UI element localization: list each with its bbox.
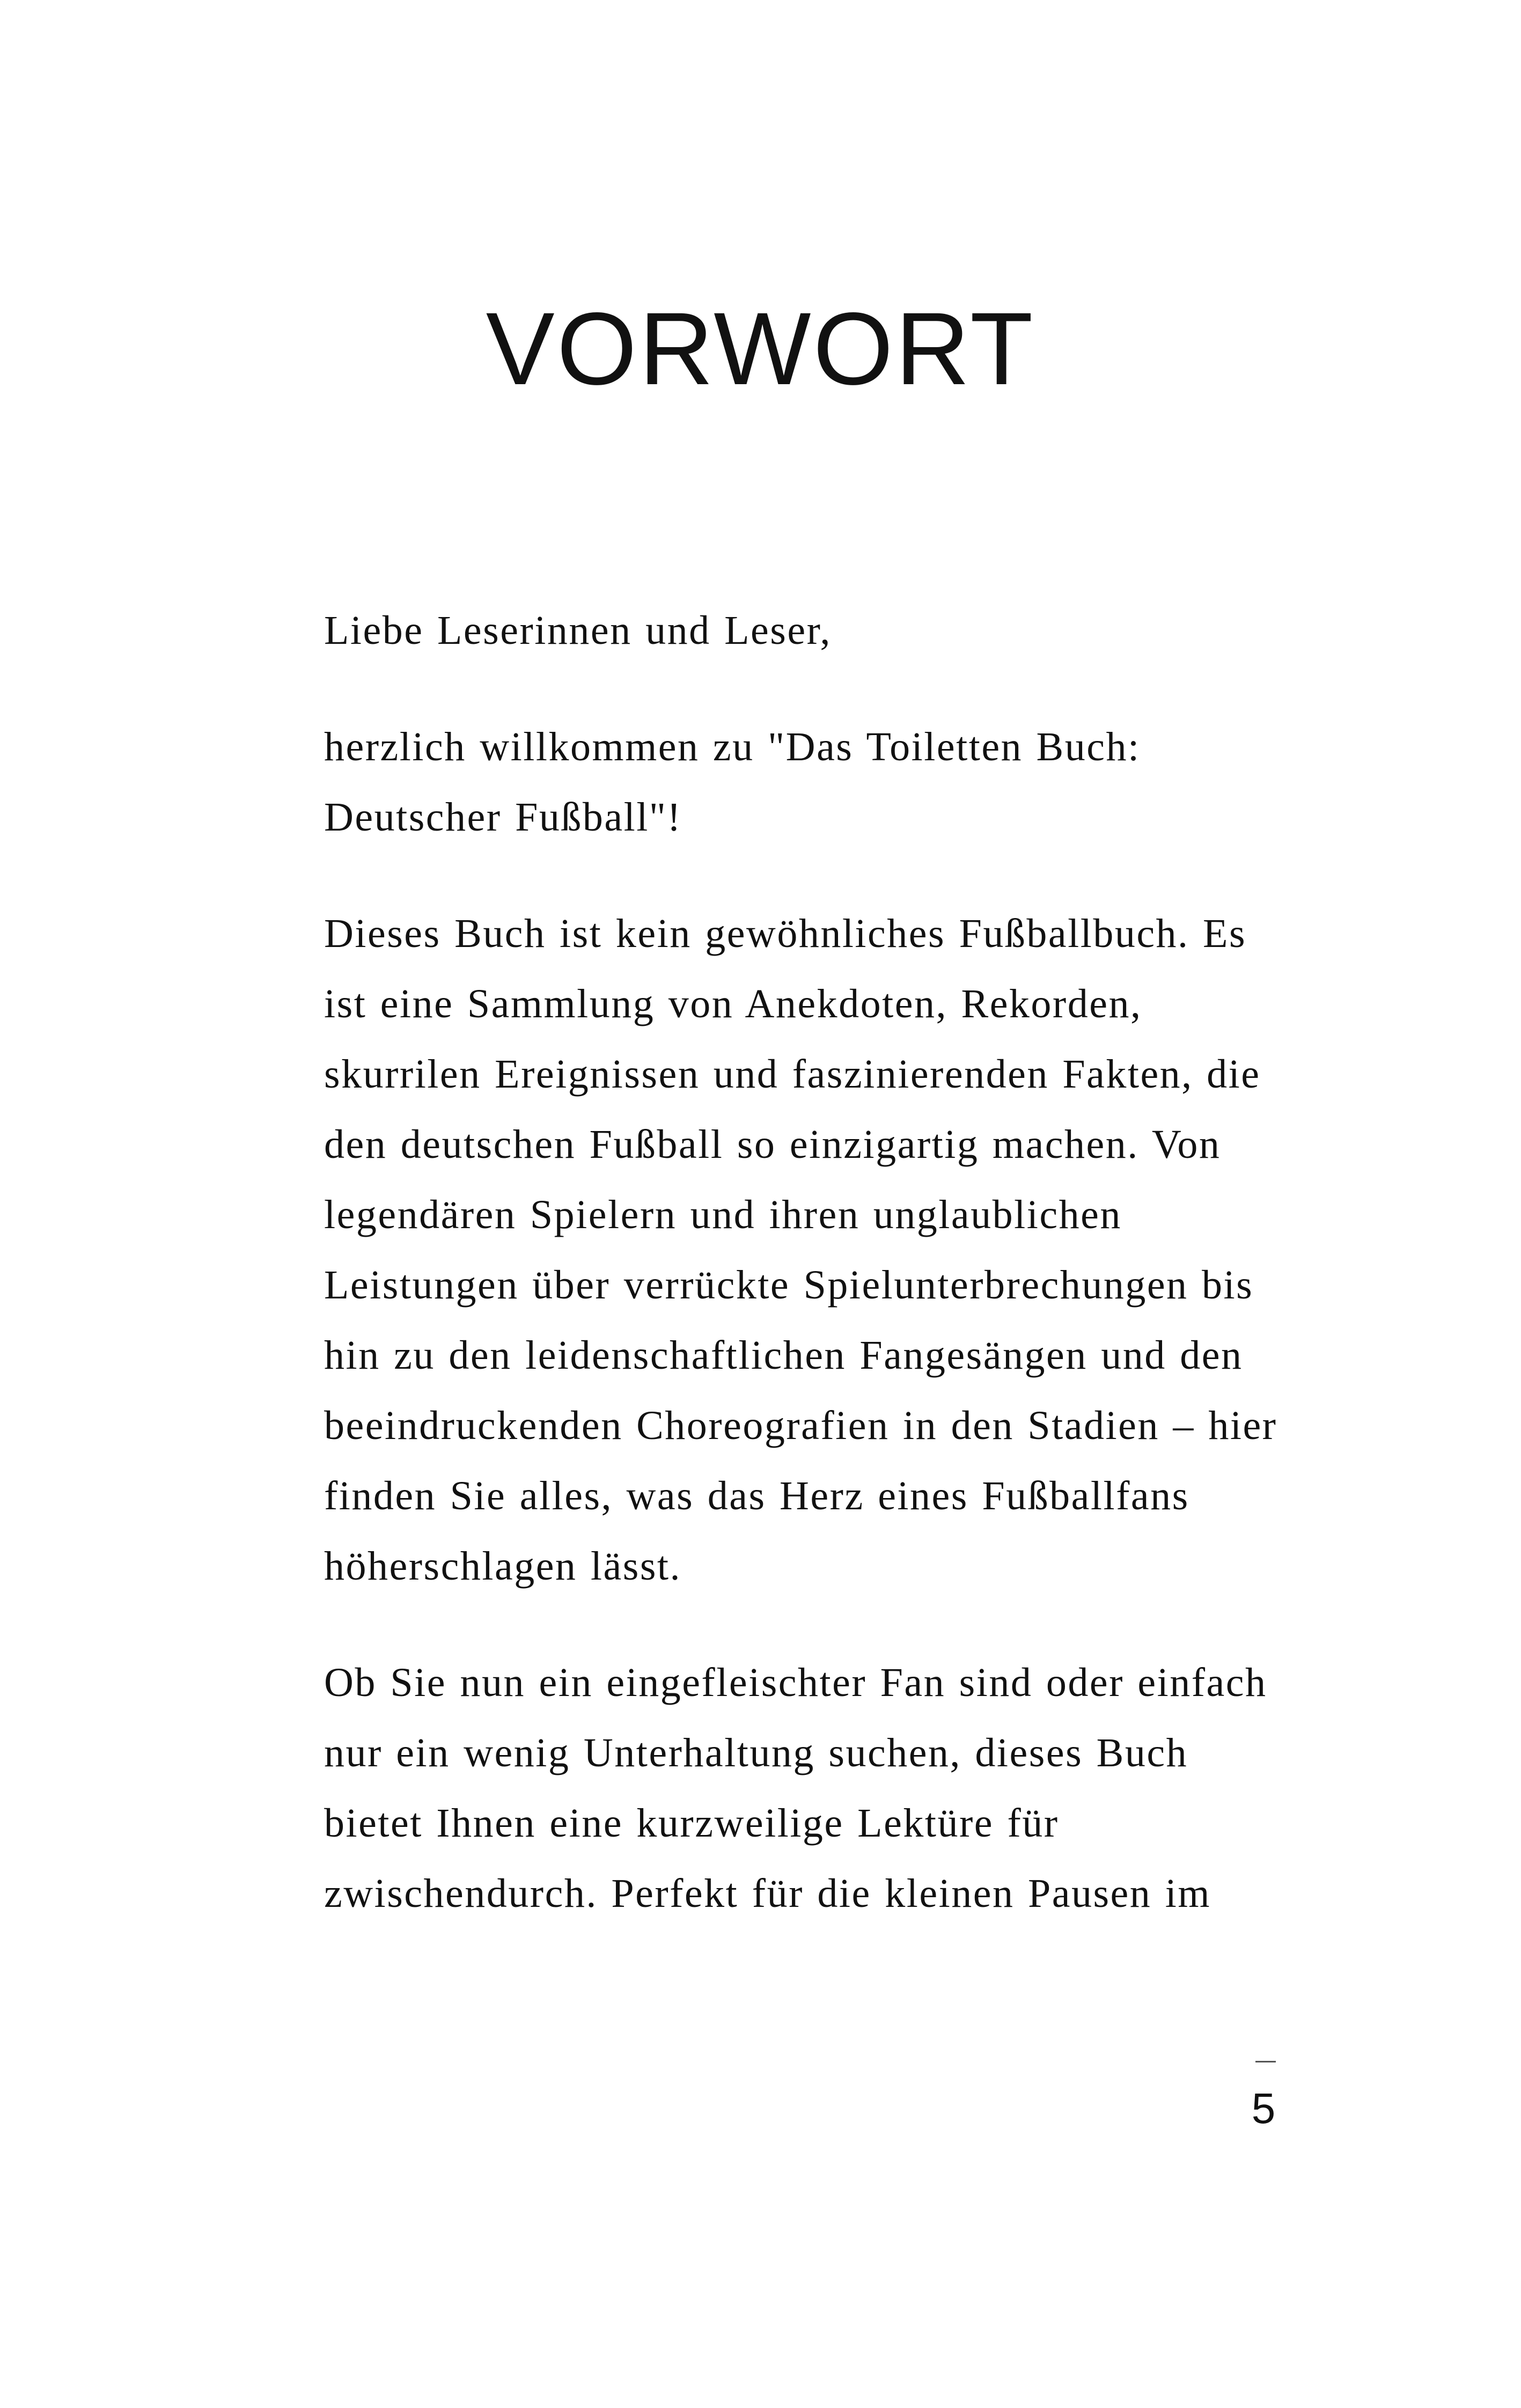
text-line: Deutscher Fußball"! (324, 795, 682, 840)
text-line: bietet Ihnen eine kurzweilige Lektüre für (324, 1801, 1059, 1846)
body-text (324, 596, 1300, 1975)
text-line: höherschlagen lässt. (324, 1544, 682, 1589)
text-line: den deutschen Fußball so einzigartig machen. Von (324, 1122, 1221, 1167)
text-line: ist eine Sammlung von Anekdoten, Rekorden, (324, 981, 1142, 1026)
paragraph-salutation (324, 596, 1300, 666)
paragraph-welcome (324, 712, 1300, 853)
paragraph-description (324, 899, 1300, 1602)
paragraph-audience (324, 1648, 1300, 1929)
text-line: skurrilen Ereignissen und faszinierenden Fakten, die (324, 1052, 1261, 1097)
chapter-title: VORWORT (486, 291, 1035, 406)
text-line: herzlich willkommen zu "Das Toiletten Buch: (324, 724, 1141, 769)
text-line: Ob Sie nun ein eingefleischter Fan sind oder einfach (324, 1660, 1267, 1705)
text-line: Liebe Leserinnen und Leser, (324, 608, 832, 653)
text-line: finden Sie alles, was das Herz eines Fußballfans (324, 1473, 1189, 1518)
text-line: hin zu den leidenschaftlichen Fangesängen und den (324, 1333, 1243, 1378)
page-number: 5 (1251, 2084, 1276, 2132)
text-line: Dieses Buch ist kein gewöhnliches Fußballbuch. Es (324, 911, 1247, 956)
text-line: legendären Spielern und ihren unglaublichen (324, 1192, 1122, 1237)
text-line: nur ein wenig Unterhaltung suchen, dieses Buch (324, 1730, 1188, 1775)
text-line: zwischendurch. Perfekt für die kleinen Pausen im (324, 1871, 1211, 1916)
page-number-rule (1255, 2061, 1276, 2062)
text-line: beeindruckenden Choreografien in den Stadien – hier (324, 1403, 1277, 1448)
text-line: Leistungen über verrückte Spielunterbrechungen bis (324, 1262, 1254, 1308)
